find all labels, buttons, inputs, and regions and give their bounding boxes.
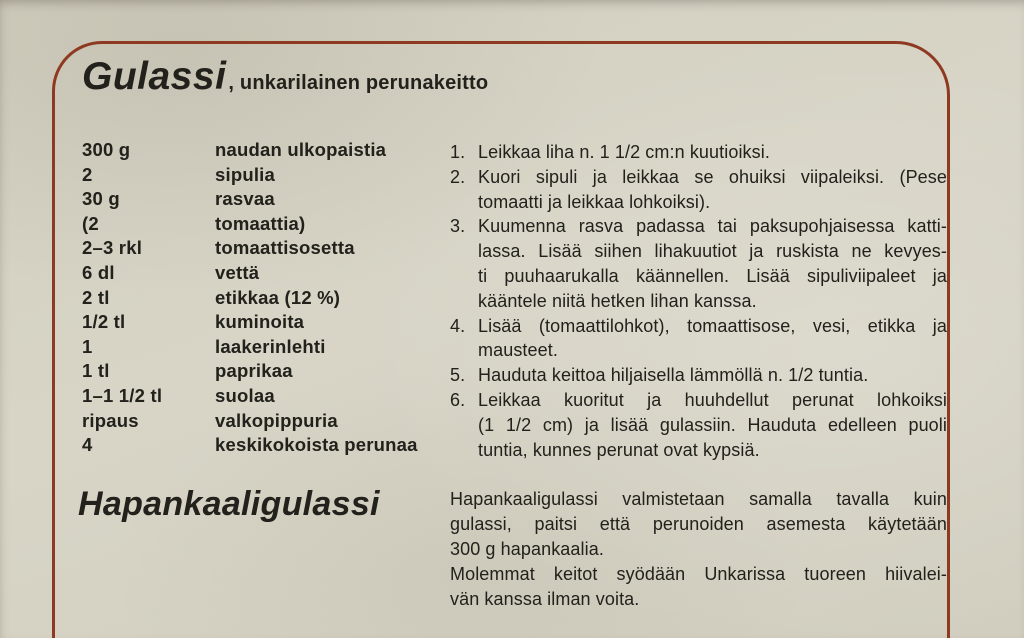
ingredient-amount: (2 — [82, 212, 99, 234]
recipe-title: Gulassi — [82, 55, 227, 98]
ingredient-name: tomaattia) — [215, 212, 306, 234]
step-line: Kuumenna rasva padassa tai paksupohjaisessa katti- — [478, 216, 947, 237]
ingredient-amount: 2 tl — [82, 286, 110, 308]
step-line: kääntele niitä hetken lihan kanssa. — [478, 290, 757, 311]
ingredient-name: valkopippuria — [215, 409, 338, 431]
paragraph-line: 300 g hapankaalia. — [450, 539, 604, 559]
step-number: 6. — [450, 389, 466, 410]
step-number: 5. — [450, 365, 466, 386]
ingredient-name: rasvaa — [215, 188, 275, 210]
section2-paragraph — [450, 562, 947, 612]
step-number: 4. — [450, 315, 466, 336]
paragraph-line: gulassi, paitsi että perunoiden asemesta käytetään — [450, 514, 947, 534]
ingredient-name: keskikokoista perunaa — [215, 434, 418, 456]
ingredient-amount: 1–1 1/2 tl — [82, 384, 163, 406]
ingredient-name: tomaattisosetta — [215, 237, 355, 259]
step-line: Hauduta keittoa hiljaisella lämmöllä n. 1/2 tuntia. — [478, 365, 869, 386]
step-line: Leikkaa kuoritut ja huuhdellut perunat lohkoiksi — [478, 389, 947, 410]
ingredient-name: laakerinlehti — [215, 335, 326, 357]
instruction-step — [450, 388, 947, 462]
paragraph-line: vän kanssa ilman voita. — [450, 589, 640, 609]
step-line: Kuori sipuli ja leikkaa se ohuiksi viipaleiksi. (Pese — [478, 166, 947, 187]
ingredient-amount: 4 — [82, 434, 93, 456]
step-number: 1. — [450, 142, 466, 162]
step-line: lassa. Lisää siihen lihakuutiot ja ruskista ne kevyes- — [478, 241, 947, 262]
paragraph-line: Molemmat keitot syödään Unkarissa tuoreen hiivalei- — [450, 564, 947, 584]
step-line: ti puuhaarukalla käännellen. Lisää sipuliviipaleet ja — [478, 265, 947, 286]
ingredient-amount: 300 g — [82, 139, 131, 160]
ingredient-name: suolaa — [215, 384, 275, 406]
step-line: Lisää (tomaattilohkot), tomaattisose, vesi, etikka ja — [478, 315, 947, 336]
instruction-step — [450, 165, 947, 215]
step-line: tuntia, kunnes perunat ovat kypsiä. — [478, 439, 760, 460]
instruction-step — [450, 314, 947, 364]
instructions-list — [450, 140, 947, 462]
ingredient-amount: 1/2 tl — [82, 311, 126, 333]
ingredient-name: kuminoita — [215, 311, 305, 333]
ingredient-amount: 6 dl — [82, 261, 115, 283]
ingredient-amount: 30 g — [82, 188, 120, 210]
ingredient-amount: 1 — [82, 335, 93, 357]
step-number: 3. — [450, 216, 466, 237]
ingredient-name: sipulia — [215, 163, 275, 185]
section2-text — [450, 487, 947, 612]
ingredient-amount: ripaus — [82, 409, 139, 431]
instruction-step — [450, 140, 947, 165]
ingredient-name: etikkaa (12 %) — [215, 286, 341, 308]
ingredient-name: paprikaa — [215, 360, 293, 382]
step-line: (1 1/2 cm) ja lisää gulassiin. Hauduta edelleen puoli — [478, 414, 947, 435]
step-number: 2. — [450, 166, 466, 187]
instruction-step — [450, 363, 947, 388]
ingredient-amount: 2–3 rkl — [82, 237, 143, 259]
step-line: mausteet. — [478, 340, 558, 361]
paragraph-line: Hapankaaligulassi valmistetaan samalla tavalla kuin — [450, 489, 947, 509]
ingredient-amount: 1 tl — [82, 360, 110, 382]
section2-paragraph — [450, 487, 947, 562]
ingredient-amount: 2 — [82, 163, 93, 185]
recipe-subtitle: , unkarilainen perunakeitto — [228, 72, 489, 94]
instruction-step — [450, 214, 947, 313]
ingredient-name: vettä — [215, 261, 260, 283]
ingredients-list — [82, 138, 442, 458]
step-line: Leikkaa liha n. 1 1/2 cm:n kuutioiksi. — [478, 142, 770, 162]
step-line: tomaatti ja leikkaa lohkoiksi). — [478, 191, 711, 212]
ingredient-name: naudan ulkopaistia — [215, 139, 387, 160]
section2-title: Hapankaaligulassi — [78, 485, 380, 523]
recipe-title-row — [82, 55, 488, 99]
